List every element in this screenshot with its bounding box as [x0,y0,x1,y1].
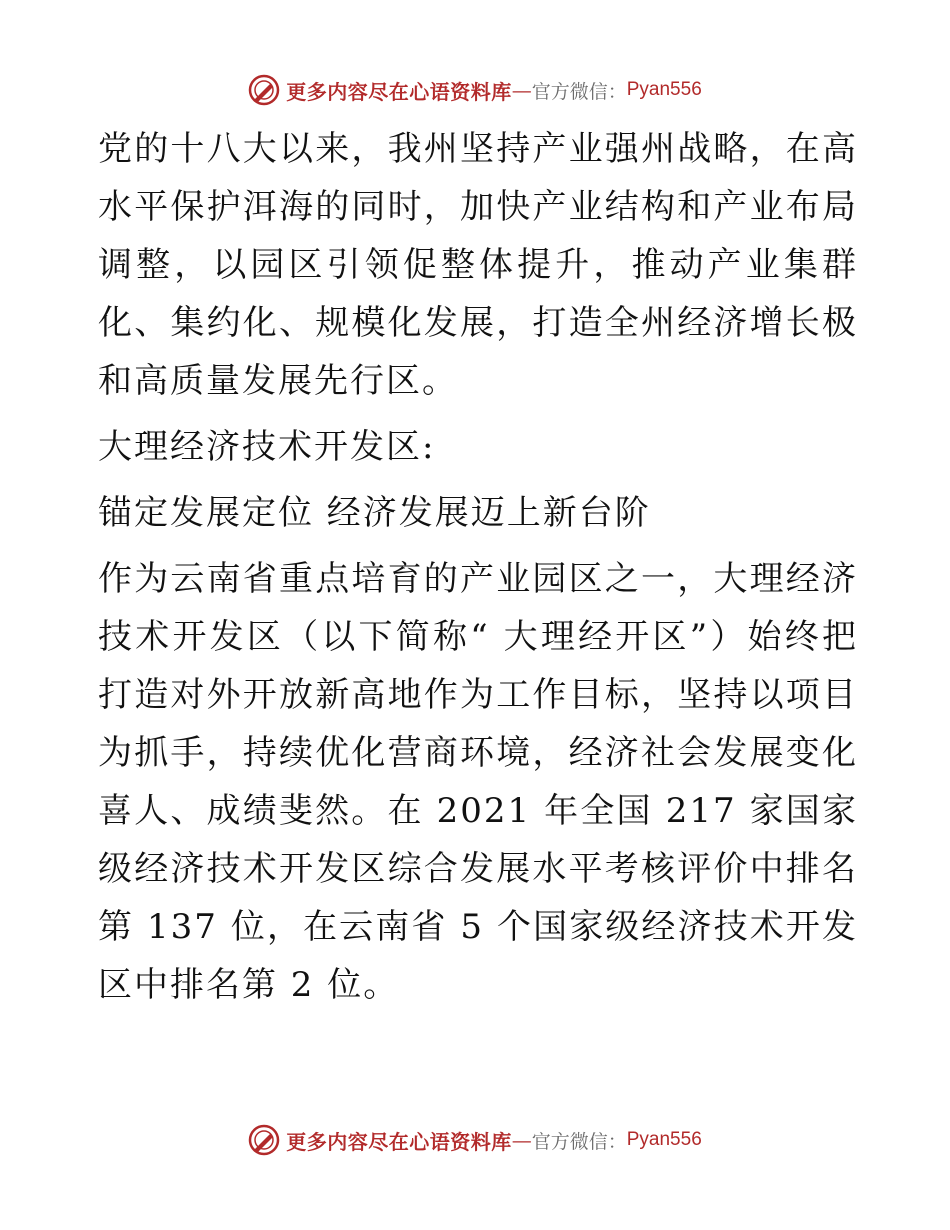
banner-dash: — [511,78,532,102]
intro-paragraph: 党的十八大以来，我州坚持产业强州战略，在高水平保护洱海的同时，加快产业结构和产业布局调整，以园区引领促整体提升，推动产业集群化、集约化、规模化发展，打造全州经济增长极和高质量发展先行区。 [98,129,858,401]
header-watermark-banner [0,70,950,110]
banner-promo-text: 更多内容尽在心语资料库 [286,1129,512,1154]
banner-official-label: 官方微信： [531,80,627,103]
banner-dash: — [511,1128,532,1152]
body-paragraph: 作为云南省重点培育的产业园区之一，大理经济技术开发区（以下简称“ 大理经开区”）始终把打造对外开放新高地作为工作目标，坚持以项目为抓手，持续优化营商环境，经济社会发展变化喜人、成绩斐然。在 2021 年全国 217 家国家级经济技术开发区综合发展水平考核评价中排名第 137 位，在云南省 5 个国家级经济技术开发区中排名第 2 位。 [98,559,858,1005]
banner-official-label: 官方微信： [531,1130,627,1153]
section-subheading: 锚定发展定位 经济发展迈上新台阶 [98,493,651,533]
pen-logo-icon [248,1124,280,1156]
banner-promo-text: 更多内容尽在心语资料库 [286,79,512,104]
banner-handle: Pyan556 [626,1129,702,1150]
pen-logo-icon [248,74,280,106]
section-heading: 大理经济技术开发区: [98,427,436,467]
footer-watermark-banner [0,1120,950,1160]
document-body [98,120,858,1022]
banner-handle: Pyan556 [626,79,702,100]
